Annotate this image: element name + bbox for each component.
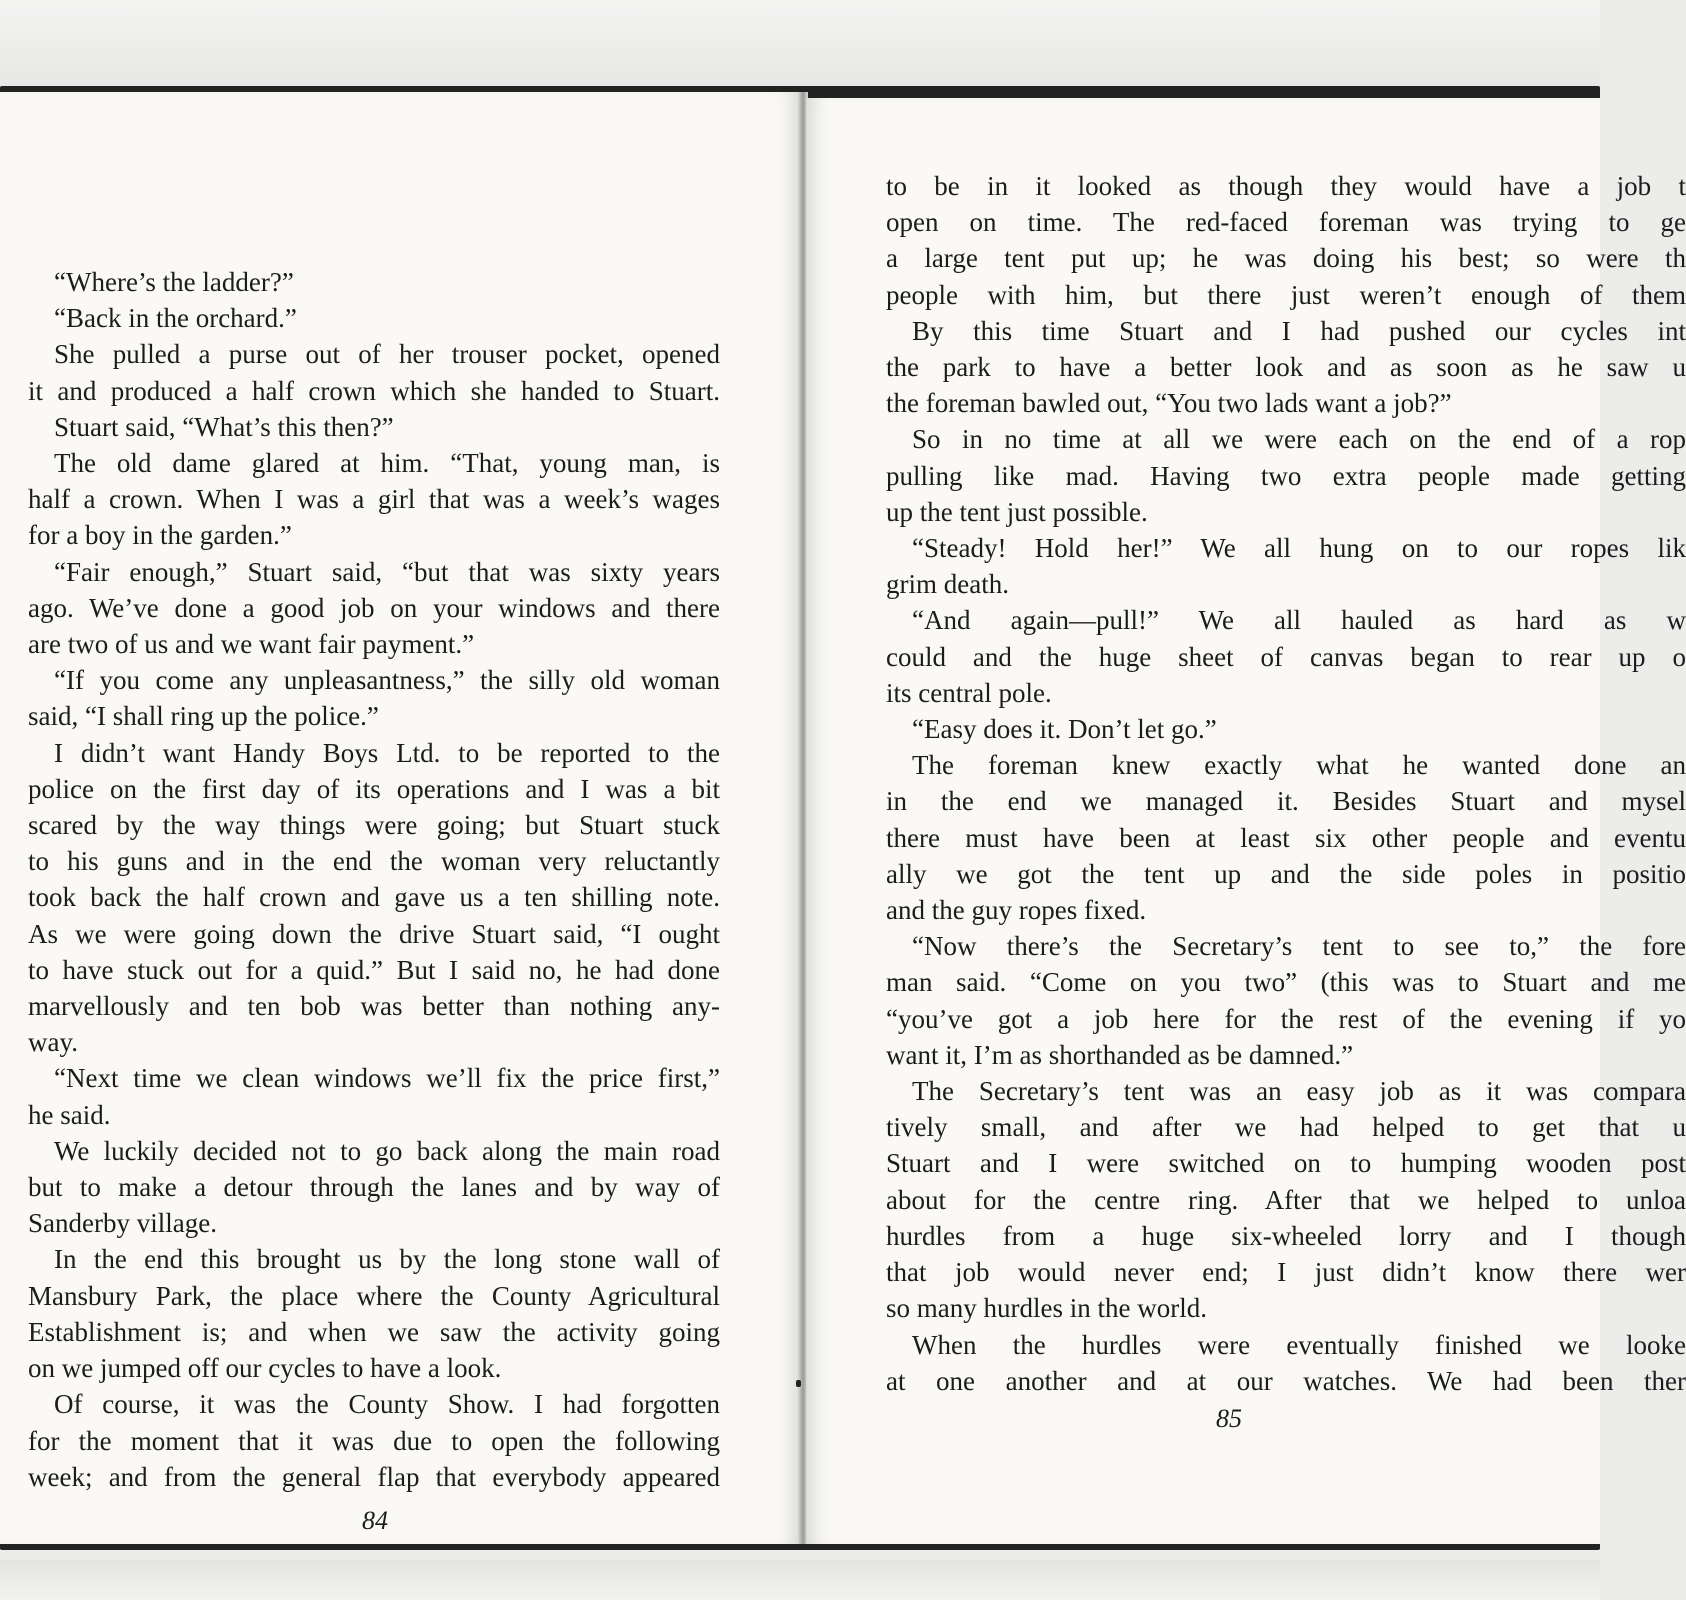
text-line: scared by the way things were going; but Stuart stuck (28, 810, 720, 841)
text-line: marvellously and ten bob was better than nothing any- (28, 991, 720, 1022)
background-top (0, 0, 1600, 92)
text-line: “If you come any unpleasantness,” the silly old woman (54, 665, 720, 696)
text-line: “Next time we clean windows we’ll fix the price first,” (54, 1063, 720, 1094)
text-line: but to make a detour through the lanes and by way of (28, 1172, 720, 1203)
text-line: hurdles from a huge six-wheeled lorry and I though (886, 1220, 1686, 1251)
text-line: The foreman knew exactly what he wanted done an (912, 750, 1686, 781)
text-line: the foreman bawled out, “You two lads want a job?” (886, 388, 1452, 419)
text-line: “Where’s the ladder?” (54, 267, 294, 297)
text-line: ally we got the tent up and the side poles in positio (886, 858, 1686, 889)
text-line: grim death. (886, 569, 1009, 600)
text-line: “you’ve got a job here for the rest of the evening if yo (886, 1003, 1686, 1034)
text-line: it and produced a half crown which she handed to Stuart. (28, 375, 720, 406)
text-line: Stuart and I were switched on to humping wooden post (886, 1148, 1686, 1179)
ink-speck (796, 1380, 801, 1387)
text-line: and the guy ropes fixed. (886, 895, 1147, 926)
text-line: “Back in the orchard.” (54, 303, 297, 334)
text-line: half a crown. When I was a girl that was a week’s wages (28, 484, 720, 515)
text-line: for a boy in the garden.” (28, 520, 292, 551)
text-line: up the tent just possible. (886, 496, 1148, 527)
text-line: “Steady! Hold her!” We all hung on to our ropes lik (912, 533, 1686, 564)
text-line: on we jumped off our cycles to have a look. (28, 1353, 502, 1384)
text-line: to be in it looked as though they would have a job t (886, 171, 1686, 201)
text-line: the park to have a better look and as soon as he saw u (886, 352, 1686, 383)
text-line: Mansbury Park, the place where the County Agricultural (28, 1280, 720, 1311)
text-line: man said. “Come on you two” (this was to Stuart and me (886, 967, 1686, 998)
text-line: week; and from the general flap that everybody appeared (28, 1461, 720, 1492)
text-line: said, “I shall ring up the police.” (28, 701, 379, 732)
text-line: “Easy does it. Don’t let go.” (912, 714, 1217, 745)
text-line: Establishment is; and when we saw the activity going (28, 1316, 720, 1347)
text-line: a large tent put up; he was doing his best; so were th (886, 243, 1686, 274)
right-page (806, 98, 1686, 1544)
left-page (0, 92, 800, 1544)
text-line: to have stuck out for a quid.” But I said no, he had done (28, 954, 720, 985)
text-line: ago. We’ve done a good job on your windows and there (28, 592, 720, 623)
text-line: The Secretary’s tent was an easy job as it was compara (912, 1076, 1686, 1107)
left-page-number: 84 (362, 1506, 388, 1535)
text-line: Sanderby village. (28, 1208, 217, 1239)
text-line: Of course, it was the County Show. I had forgotten (54, 1389, 720, 1420)
text-line: open on time. The red-faced foreman was trying to ge (886, 207, 1686, 238)
text-line: police on the first day of its operations and I was a bit (28, 773, 720, 804)
text-line: “And again—pull!” We all hauled as hard as w (912, 605, 1686, 636)
text-line: “Now there’s the Secretary’s tent to see to,” the fore (912, 931, 1686, 962)
text-line: there must have been at least six other people and eventu (886, 822, 1686, 853)
text-line: way. (28, 1027, 78, 1058)
text-line: took back the half crown and gave us a ten shilling note. (28, 882, 720, 913)
text-line: he said. (28, 1099, 111, 1130)
right-page-text (886, 168, 1686, 1399)
text-line: want it, I’m as shorthanded as be damned.” (886, 1039, 1354, 1070)
text-line: We luckily decided not to go back along the main road (54, 1135, 720, 1166)
right-page-number: 85 (1216, 1404, 1242, 1433)
text-line: When the hurdles were eventually finished we looke (912, 1329, 1686, 1360)
background-bottom (0, 1560, 1600, 1600)
text-line: Stuart said, “What’s this then?” (54, 411, 394, 442)
text-line: I didn’t want Handy Boys Ltd. to be reported to the (54, 737, 720, 768)
text-line: so many hurdles in the world. (886, 1293, 1207, 1324)
text-line: By this time Stuart and I had pushed our cycles int (912, 315, 1686, 346)
text-line: its central pole. (886, 677, 1052, 708)
text-line: for the moment that it was due to open the following (28, 1425, 720, 1456)
text-line: about for the centre ring. After that we helped to unloa (886, 1184, 1686, 1215)
text-line: In the end this brought us by the long stone wall of (54, 1244, 720, 1275)
text-line: people with him, but there just weren’t enough of them (886, 279, 1686, 310)
text-line: As we were going down the drive Stuart said, “I ought (28, 918, 720, 949)
text-line: at one another and at our watches. We had been ther (886, 1365, 1686, 1396)
text-line: to his guns and in the end the woman very reluctantly (28, 846, 720, 877)
text-line: could and the huge sheet of canvas began to rear up o (886, 641, 1686, 672)
text-line: in the end we managed it. Besides Stuart and mysel (886, 786, 1686, 817)
text-line: The old dame glared at him. “That, young man, is (54, 448, 720, 479)
left-page-text (28, 264, 720, 1495)
text-line: tively small, and after we had helped to get that u (886, 1112, 1686, 1143)
text-line: “Fair enough,” Stuart said, “but that was sixty years (54, 556, 720, 587)
text-line: are two of us and we want fair payment.” (28, 629, 475, 660)
text-line: that job would never end; I just didn’t know there wer (886, 1257, 1686, 1288)
text-line: She pulled a purse out of her trouser pocket, opened (54, 339, 720, 370)
text-line: pulling like mad. Having two extra people made getting (886, 460, 1686, 491)
text-line: So in no time at all we were each on the end of a rop (912, 424, 1686, 455)
